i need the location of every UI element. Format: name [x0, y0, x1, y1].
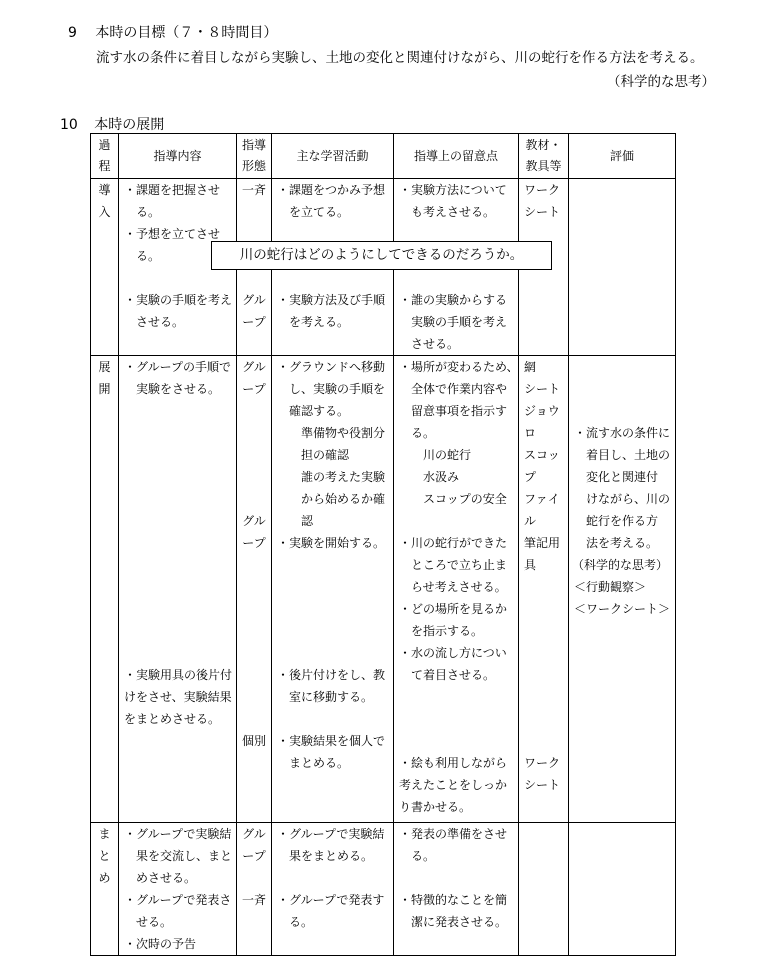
header-form-line: 指導 [241, 138, 266, 152]
intro-content-line: ・予想を立てさせ [124, 227, 221, 241]
develop-notes-line: る。 [399, 426, 436, 440]
develop-notes-line: ところで立ち止ま [399, 558, 507, 572]
intro-activity-line: を考える。 [277, 315, 350, 329]
summary-row [91, 823, 676, 956]
develop-materials-line: ジョウ [524, 404, 560, 418]
summary-evaluation-cell [569, 823, 676, 956]
develop-activity-cell [272, 356, 394, 823]
summary-content-line: ・グループで実験結 [124, 827, 232, 841]
intro-form-line: ープ [242, 315, 266, 329]
intro-notes-line: ・実験方法について [399, 183, 507, 197]
develop-row [91, 356, 676, 823]
develop-materials-line: ファイ [524, 492, 560, 506]
header-process [91, 134, 119, 179]
intro-form-line: グル [242, 293, 266, 307]
summary-process-line: め [98, 871, 111, 885]
develop-notes-line: 考えたことをしっか [399, 778, 508, 792]
intro-activity-line: ・課題をつかみ予想 [277, 183, 386, 197]
develop-notes-line: ・場所が変わるため、 [399, 360, 519, 374]
header-materials-line: 教材・ [525, 138, 562, 152]
summary-content-line: せる。 [124, 915, 173, 929]
develop-content-line: ・実験用具の後片付 [124, 668, 233, 682]
develop-materials-line: プ [524, 470, 537, 484]
develop-materials-line: 筆記用 [524, 536, 561, 550]
develop-evaluation-line: 変化と関連付 [574, 470, 659, 484]
develop-content-cell [119, 356, 237, 823]
develop-content-line: をまとめさせる。 [124, 712, 221, 726]
intro-process-cell [91, 179, 119, 356]
intro-process-line: 入 [98, 205, 111, 219]
section-10-number: 10 [60, 117, 78, 133]
develop-activity-line: まとめる。 [277, 756, 350, 770]
develop-materials-line: ワーク [524, 756, 561, 770]
header-materials-line: 教具等 [525, 159, 562, 173]
develop-activity-line: 確認する。 [277, 404, 350, 418]
intro-content-line: ・課題を把握させ [124, 183, 221, 197]
develop-notes-line: スコップの安全 [399, 492, 507, 506]
develop-notes-line: ・どの場所を見るか [399, 602, 508, 616]
header-form [237, 134, 272, 179]
develop-notes-line: らせ考えさせる。 [399, 580, 507, 594]
header-process-line: 過 [98, 138, 111, 152]
develop-materials-line: 具 [524, 558, 537, 572]
develop-activity-line: 認 [277, 514, 314, 528]
intro-materials-line: ワーク [524, 183, 561, 197]
summary-content-line: ・グループで発表さ [124, 893, 232, 907]
lesson-question-box: 川の蛇行はどのようにしてできるのだろうか。 [211, 241, 552, 270]
summary-activity-line: ・グループで発表す [277, 893, 385, 907]
develop-evaluation-line: 着目し、土地の [574, 448, 671, 462]
develop-evaluation-line: ・流す水の条件に [574, 426, 671, 440]
develop-materials-line: スコッ [524, 448, 560, 462]
summary-materials-cell [519, 823, 569, 956]
develop-form-cell [237, 356, 272, 823]
develop-materials-cell [519, 356, 569, 823]
section-9-title: 本時の目標（７・８時間目） [95, 25, 278, 41]
summary-activity-line: ・グループで実験結 [277, 827, 385, 841]
header-activity: 主な学習活動 [272, 134, 394, 179]
summary-notes-line: ・特徴的なことを簡 [399, 893, 508, 907]
develop-form-line: ープ [242, 382, 266, 396]
header-evaluation: 評価 [569, 134, 676, 179]
develop-evaluation-line: （科学的な思考） [572, 558, 669, 572]
develop-evaluation-line: 法を考える。 [574, 536, 659, 550]
develop-activity-line: ・グラウンドへ移動 [277, 360, 386, 374]
summary-activity-line: 果をまとめる。 [277, 849, 374, 863]
develop-activity-line: 室に移動する。 [277, 690, 374, 704]
header-content: 指導内容 [119, 134, 237, 179]
header-notes: 指導上の留意点 [394, 134, 519, 179]
summary-form-line: 一斉 [241, 893, 266, 907]
develop-notes-line: を指示する。 [399, 624, 484, 638]
develop-materials-line: ロ [524, 426, 537, 440]
summary-form-line: グル [242, 827, 266, 841]
develop-activity-line: し、実験の手順を [277, 382, 386, 396]
summary-process-cell [91, 823, 119, 956]
goal-viewpoint: （科学的な思考） [607, 74, 715, 90]
develop-activity-line: ・実験結果を個人で [277, 734, 386, 748]
intro-content-line: る。 [124, 205, 161, 219]
section-10-heading [60, 114, 164, 134]
develop-evaluation-line: けながら、川の [574, 492, 671, 506]
develop-materials-line: 網 [524, 360, 537, 374]
develop-materials-line: シート [524, 778, 561, 792]
develop-process-cell [91, 356, 119, 823]
develop-form-line: ープ [242, 536, 266, 550]
summary-content-cell [119, 823, 237, 956]
develop-form-line: グル [242, 360, 266, 374]
summary-activity-line: る。 [277, 915, 314, 929]
summary-content-line: めさせる。 [124, 871, 197, 885]
intro-notes-line: 実験の手順を考え [399, 315, 508, 329]
summary-process-line: と [98, 849, 111, 863]
develop-evaluation-line: ＜ワークシート＞ [574, 602, 671, 616]
develop-materials-line: ル [524, 514, 537, 528]
develop-activity-line: から始めるか確 [277, 492, 386, 506]
summary-process-line: ま [98, 827, 111, 841]
header-process-line: 程 [98, 159, 111, 173]
intro-notes-line: も考えさせる。 [399, 205, 496, 219]
develop-notes-line: 留意事項を指示す [399, 404, 508, 418]
develop-content-line: 実験をさせる。 [124, 382, 221, 396]
summary-notes-line: る。 [399, 849, 436, 863]
develop-activity-line: 準備物や役割分 [277, 426, 386, 440]
develop-notes-line: ・絵も利用しながら [399, 756, 508, 770]
develop-evaluation-cell [569, 356, 676, 823]
intro-notes-line: させる。 [399, 337, 460, 351]
develop-notes-line: ・川の蛇行ができた [399, 536, 508, 550]
develop-notes-line: 水汲み [399, 470, 460, 484]
develop-notes-line: ・水の流し方につい [399, 646, 507, 660]
intro-activity-line: を立てる。 [277, 205, 350, 219]
intro-content-line: させる。 [124, 315, 185, 329]
section-9-heading [68, 22, 277, 42]
intro-notes-line: ・誰の実験からする [399, 293, 508, 307]
header-form-line: 形態 [241, 159, 266, 173]
intro-content-line: る。 [124, 249, 161, 263]
intro-materials-line: シート [524, 205, 561, 219]
summary-activity-cell [272, 823, 394, 956]
header-row [91, 134, 676, 179]
develop-activity-line: ・後片付けをし、教 [277, 668, 386, 682]
intro-content-line: ・実験の手順を考え [124, 293, 233, 307]
summary-content-line: 果を交流し、まと [124, 849, 233, 863]
develop-form-line: グル [242, 514, 266, 528]
intro-form-line: 一斉 [241, 183, 266, 197]
develop-activity-line: 担の確認 [277, 448, 350, 462]
develop-notes-line: り書かせる。 [399, 800, 472, 814]
intro-evaluation-cell [569, 179, 676, 356]
summary-notes-line: ・発表の準備をさせ [399, 827, 508, 841]
header-materials [519, 134, 569, 179]
develop-notes-line: 全体で作業内容や [399, 382, 508, 396]
intro-activity-line: ・実験方法及び手順 [277, 293, 386, 307]
develop-notes-line: て着目させる。 [399, 668, 496, 682]
summary-content-line: ・次時の予告 [124, 937, 197, 951]
intro-process-line: 導 [98, 183, 111, 197]
section-10-title: 本時の展開 [94, 117, 165, 133]
develop-content-line: ・グループの手順で [124, 360, 232, 374]
lesson-goal: 流す水の条件に着目しながら実験し、土地の変化と関連付けながら、川の蛇行を作る方法を考える。 [96, 50, 704, 66]
develop-notes-cell [394, 356, 519, 823]
develop-evaluation-line: 蛇行を作る方 [574, 514, 659, 528]
develop-form-line: 個別 [241, 734, 266, 748]
develop-activity-line: ・実験を開始する。 [277, 536, 386, 550]
develop-evaluation-line: ＜行動観察＞ [574, 580, 647, 594]
summary-notes-cell [394, 823, 519, 956]
summary-form-line: ープ [242, 849, 266, 863]
summary-form-cell [237, 823, 272, 956]
section-9-number: 9 [68, 25, 77, 41]
develop-materials-line: シート [524, 382, 561, 396]
develop-notes-line: 川の蛇行 [399, 448, 472, 462]
develop-content-line: けをさせ、実験結果 [124, 690, 232, 704]
develop-activity-line: 誰の考えた実験 [277, 470, 386, 484]
summary-notes-line: 潔に発表させる。 [399, 915, 508, 929]
develop-process-line: 開 [98, 382, 111, 396]
develop-process-line: 展 [98, 360, 111, 374]
